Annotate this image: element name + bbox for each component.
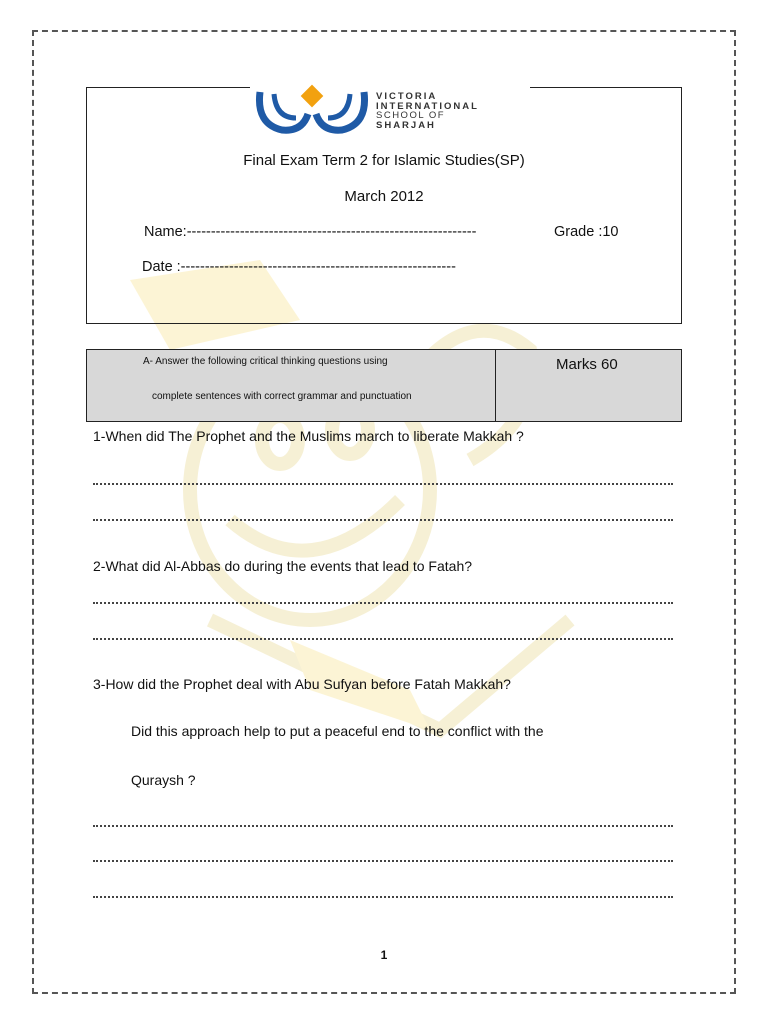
instructions-line1: A- Answer the following critical thinking questions using bbox=[143, 356, 388, 367]
question-2: 2-What did Al-Abbas do during the events that lead to Fatah? bbox=[93, 558, 473, 574]
answer-line[interactable] bbox=[93, 825, 673, 827]
question-3: 3-How did the Prophet deal with Abu Sufyan before Fatah Makkah? bbox=[93, 676, 511, 692]
instructions-box bbox=[86, 349, 682, 422]
instructions-cell bbox=[87, 350, 496, 421]
page-number: 1 bbox=[380, 948, 388, 962]
date-field[interactable]: Date :--------------------------------------------------------- bbox=[142, 259, 456, 275]
marks-cell bbox=[496, 350, 681, 421]
school-name-line2: INTERNATIONAL bbox=[376, 100, 479, 112]
answer-line[interactable] bbox=[93, 519, 673, 521]
school-logo-icon bbox=[252, 80, 372, 138]
school-name-line3: SCHOOL OF bbox=[376, 110, 446, 121]
name-field[interactable]: Name:------------------------------------------------------------ bbox=[144, 224, 477, 240]
marks-label: Marks 60 bbox=[556, 356, 618, 373]
answer-line[interactable] bbox=[93, 602, 673, 604]
answer-line[interactable] bbox=[93, 896, 673, 898]
school-name bbox=[376, 92, 479, 130]
school-name-line1: VICTORIA bbox=[376, 91, 438, 102]
question-3-continuation-2: Quraysh ? bbox=[131, 772, 196, 788]
instructions-line2: complete sentences with correct grammar and punctuation bbox=[152, 391, 412, 402]
exam-title: Final Exam Term 2 for Islamic Studies(SP) bbox=[243, 152, 525, 169]
answer-line[interactable] bbox=[93, 483, 673, 485]
question-1: 1-When did The Prophet and the Muslims march to liberate Makkah ? bbox=[93, 428, 524, 444]
answer-line[interactable] bbox=[93, 638, 673, 640]
exam-date: March 2012 bbox=[344, 188, 424, 205]
answer-line[interactable] bbox=[93, 860, 673, 862]
school-name-line4: SHARJAH bbox=[376, 119, 436, 131]
grade-label: Grade :10 bbox=[554, 224, 619, 240]
question-3-continuation: Did this approach help to put a peaceful end to the conflict with the bbox=[131, 723, 544, 739]
